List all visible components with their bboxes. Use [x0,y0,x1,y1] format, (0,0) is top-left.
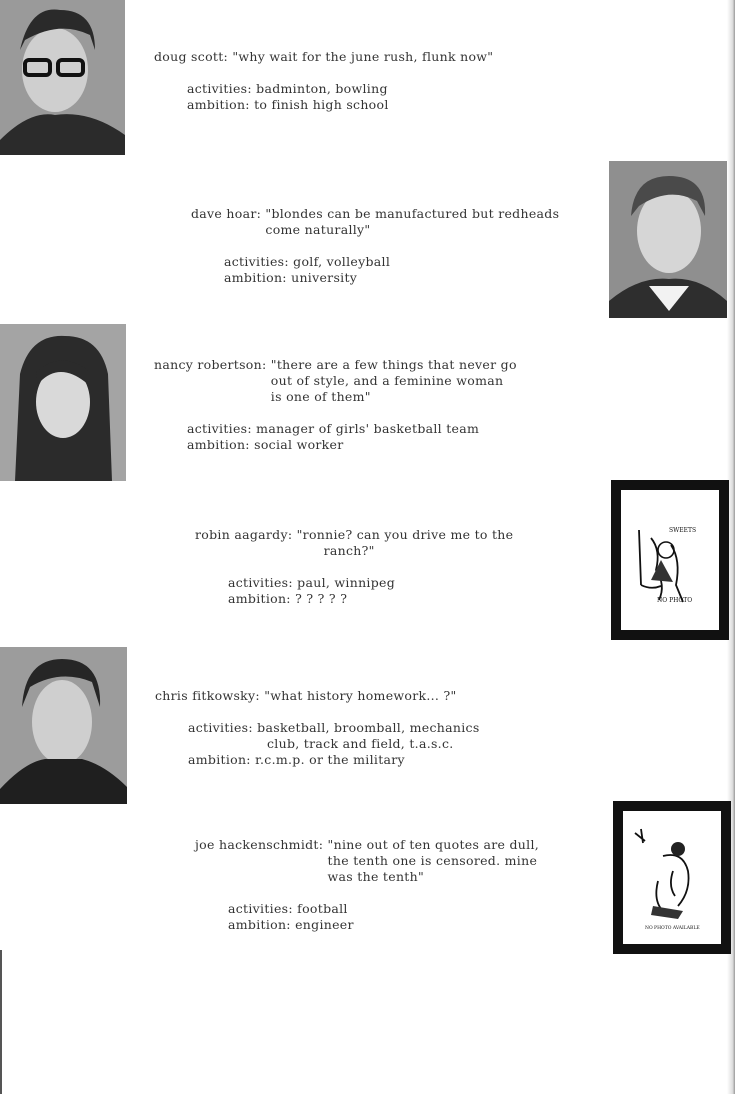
activities-label: activities: [228,575,293,590]
student-quote-line: come naturally" [265,222,371,237]
student-quote-line: was the tenth" [327,869,425,884]
ambition-label: ambition: [228,591,291,606]
cartoon-icon [623,811,721,944]
activities-value-continued: club, track and field, t.a.s.c. [267,736,454,751]
student-photo-dave-hoar [609,161,727,318]
ambition-value: r.c.m.p. or the military [255,752,405,767]
student-photo-nancy-robertson [0,324,126,481]
activities-label: activities: [228,901,293,916]
ambition-label: ambition: [187,97,250,112]
portrait-icon [609,161,727,318]
activities-label: activities: [187,81,252,96]
student-quote-line: out of style, and a feminine woman [270,373,504,388]
ambition-label: ambition: [188,752,251,767]
student-name: robin aagardy: [195,527,293,542]
student-name: joe hackenschmidt: [195,837,324,852]
activities-value: golf, volleyball [293,254,391,269]
activities-value: basketball, broomball, mechanics [257,720,480,735]
student-name: chris fitkowsky: [155,688,260,703]
student-entry-dave-hoar [191,206,559,286]
activities-label: activities: [224,254,289,269]
activities-value: badminton, bowling [256,81,388,96]
student-quote-line: is one of them" [270,389,371,404]
ambition-value: social worker [254,437,344,452]
ambition-label: ambition: [224,270,287,285]
portrait-icon [0,324,126,481]
ambition-value: to finish high school [254,97,389,112]
student-name: nancy robertson: [154,357,267,372]
ambition-value: ? ? ? ? ? [295,591,348,606]
ambition-value: engineer [295,917,354,932]
activities-value: manager of girls' basketball team [256,421,480,436]
student-quote: "what history homework... ?" [264,688,457,703]
student-photo-doug-scott [0,0,125,155]
ambition-label: ambition: [187,437,250,452]
student-quote-line: "blondes can be manufactured but redheads [265,206,560,221]
portrait-icon [0,0,125,155]
portrait-icon [0,647,127,804]
no-photo-frame-joe-hackenschmidt [613,801,731,954]
student-quote-line: "nine out of ten quotes are dull, [327,837,540,852]
activities-label: activities: [188,720,253,735]
cartoon-caption: SWEETS [669,527,697,534]
cartoon-caption: NO PHOTO [657,597,693,604]
student-entry-nancy-robertson [154,357,517,453]
student-photo-chris-fitkowsky [0,647,127,804]
student-entry-joe-hackenschmidt [195,837,539,933]
student-entry-chris-fitkowsky [155,688,480,768]
ambition-label: ambition: [228,917,291,932]
page-margin-line [0,950,2,1094]
activities-value: football [297,901,348,916]
student-name: dave hoar: [191,206,262,221]
ambition-value: university [291,270,358,285]
student-name: doug scott: [154,49,229,64]
activities-value: paul, winnipeg [297,575,396,590]
activities-label: activities: [187,421,252,436]
student-entry-robin-aagardy [195,527,513,607]
cartoon-caption: NO PHOTO AVAILABLE [645,926,700,931]
student-quote: "why wait for the june rush, flunk now" [232,49,494,64]
cartoon-icon [621,490,719,630]
student-quote-line: ranch?" [323,543,375,558]
student-quote-line: "there are a few things that never go [270,357,517,372]
student-entry-doug-scott [154,49,493,113]
student-quote-line: "ronnie? can you drive me to the [296,527,514,542]
no-photo-frame-robin-aagardy [611,480,729,640]
student-quote-line: the tenth one is censored. mine [327,853,538,868]
